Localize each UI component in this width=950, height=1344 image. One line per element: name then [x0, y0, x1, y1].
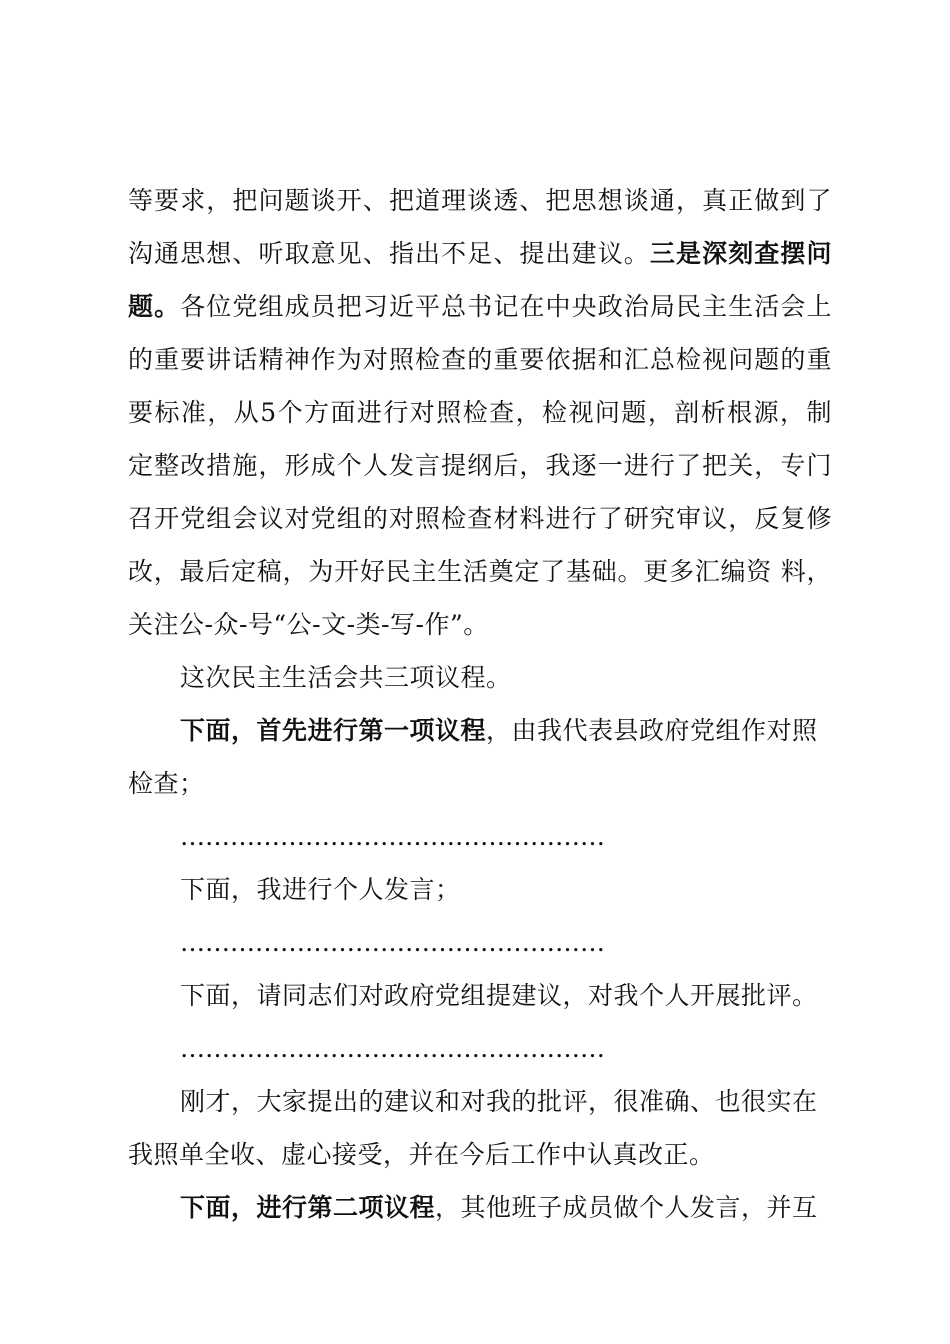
- paragraph-personal-speech: 下面，我进行个人发言；: [180, 875, 461, 904]
- ellipsis-line-1: ……………………………………………: [180, 822, 605, 851]
- paragraph-1-text-a: 等要求，把问题谈开、把道理谈透、把思想谈通，真正做到了沟通思想、听取意见、指出不足、提出建议。: [128, 186, 832, 268]
- paragraph-1-text-b: 各位党组成员把习近平总书记在中央政治局民主生活会上的重要讲话精神作为对照检查的重要依据和汇总检视问题的重要标准，从5个方面进行对照检查，检视问题，剖析根源，制定整改措施，形成个人发言提纲后，我逐一进行了把关，专门召开党组会议对党组的对照检查材料进行了研究审议，反复修改，最后定稿，为开好民主生活奠定了基础。更多汇编资 料，关注公-众-号“公-文-类-写-作”。: [128, 292, 832, 639]
- paragraph-1: [128, 174, 832, 651]
- paragraph-agenda-2: [128, 1181, 832, 1234]
- paragraph-1-bold-heading: 三是深刻查摆问题。: [128, 239, 832, 321]
- agenda-2-bold: 下面，进行第二项议程: [180, 1193, 436, 1222]
- paragraph-criticism: 下面，请同志们对政府党组提建议，对我个人开展批评。: [180, 981, 818, 1010]
- ellipsis-line-3: ……………………………………………: [180, 1034, 605, 1063]
- paragraph-agenda-1: [128, 704, 832, 810]
- document-body: [128, 174, 832, 1234]
- paragraph-response: 刚才，大家提出的建议和对我的批评，很准确、也很实在我照单全收、虚心接受，并在今后工作中认真改正。: [128, 1087, 818, 1169]
- ellipsis-line-2: ……………………………………………: [180, 928, 605, 957]
- paragraph-agenda-intro: 这次民主生活会共三项议程。: [180, 663, 512, 692]
- agenda-1-text: ，由我代表县政府党组作对照检查；: [128, 716, 818, 798]
- agenda-2-text: ，其他班子成员做个人发言，并互: [435, 1193, 818, 1222]
- agenda-1-bold: 下面，首先进行第一项议程: [180, 716, 487, 745]
